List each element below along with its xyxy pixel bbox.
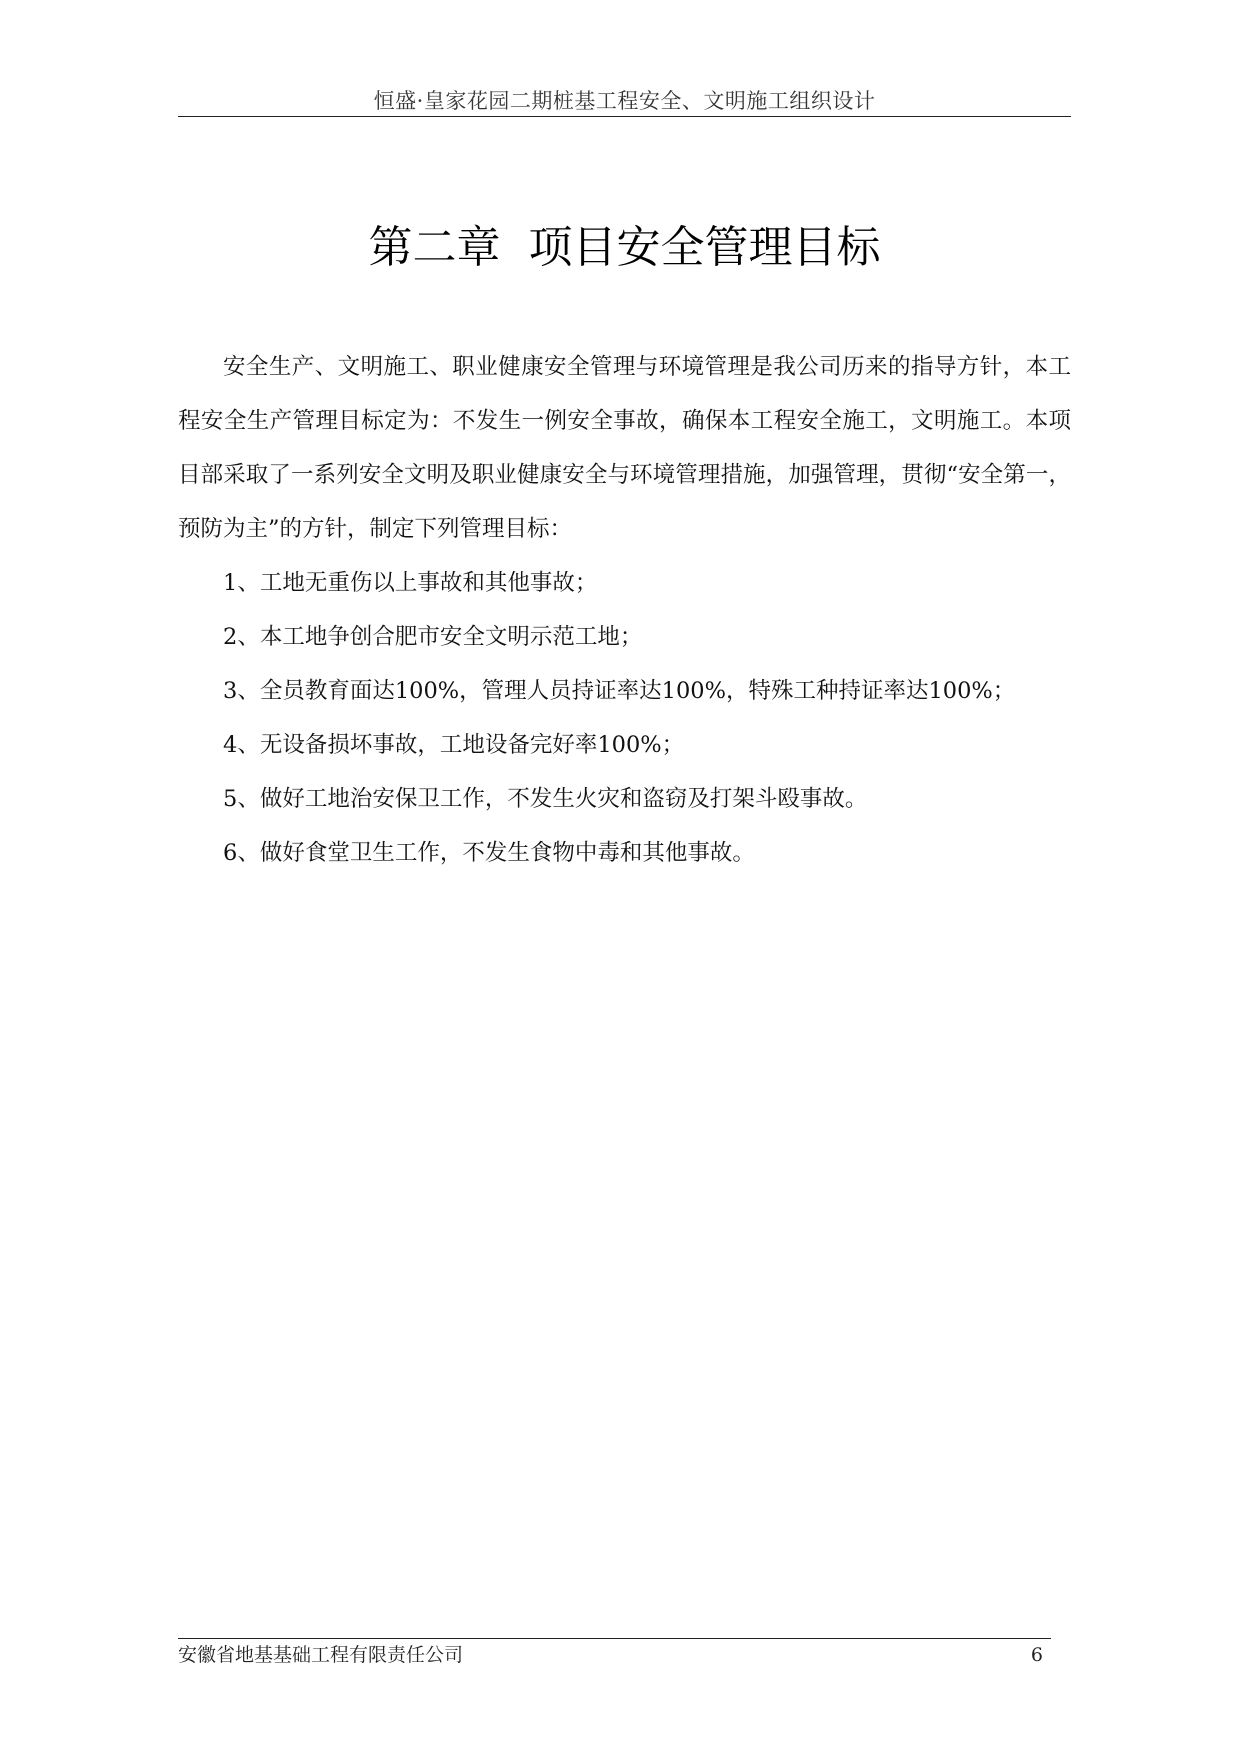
goal-list [178, 556, 1071, 880]
page-footer [178, 1638, 1051, 1668]
header-title: 恒盛·皇家花园二期桩基工程安全、文明施工组织设计 [373, 89, 876, 113]
goal-item-1: 1、工地无重伤以上事故和其他事故； [223, 570, 598, 596]
chapter-title: 第二章 项目安全管理目标 [368, 222, 881, 273]
document-body [178, 340, 1071, 880]
goal-item-6: 6、做好食堂卫生工作，不发生食物中毒和其他事故。 [223, 840, 755, 866]
page-number: 6 [1030, 1644, 1043, 1666]
goal-item-4: 4、无设备损坏事故，工地设备完好率100%； [223, 732, 685, 758]
intro-paragraph: 安全生产、文明施工、职业健康安全管理与环境管理是我公司历来的指导方针，本工程安全生产管理目标定为：不发生一例安全事故，确保本工程安全施工，文明施工。本项目部采取了一系列安全文明及职业健康安全与环境管理措施，加强管理，贯彻“安全第一，预防为主”的方针，制定下列管理目标： [178, 354, 1071, 542]
page-header [178, 86, 1071, 117]
footer-company: 安徽省地基基础工程有限责任公司 [178, 1644, 464, 1666]
goal-item-2: 2、本工地争创合肥市安全文明示范工地； [223, 624, 643, 650]
goal-item-5: 5、做好工地治安保卫工作，不发生火灾和盗窃及打架斗殴事故。 [223, 786, 868, 812]
goal-item-3: 3、全员教育面达100%，管理人员持证率达100%，特殊工种持证率达100%； [223, 678, 1016, 704]
